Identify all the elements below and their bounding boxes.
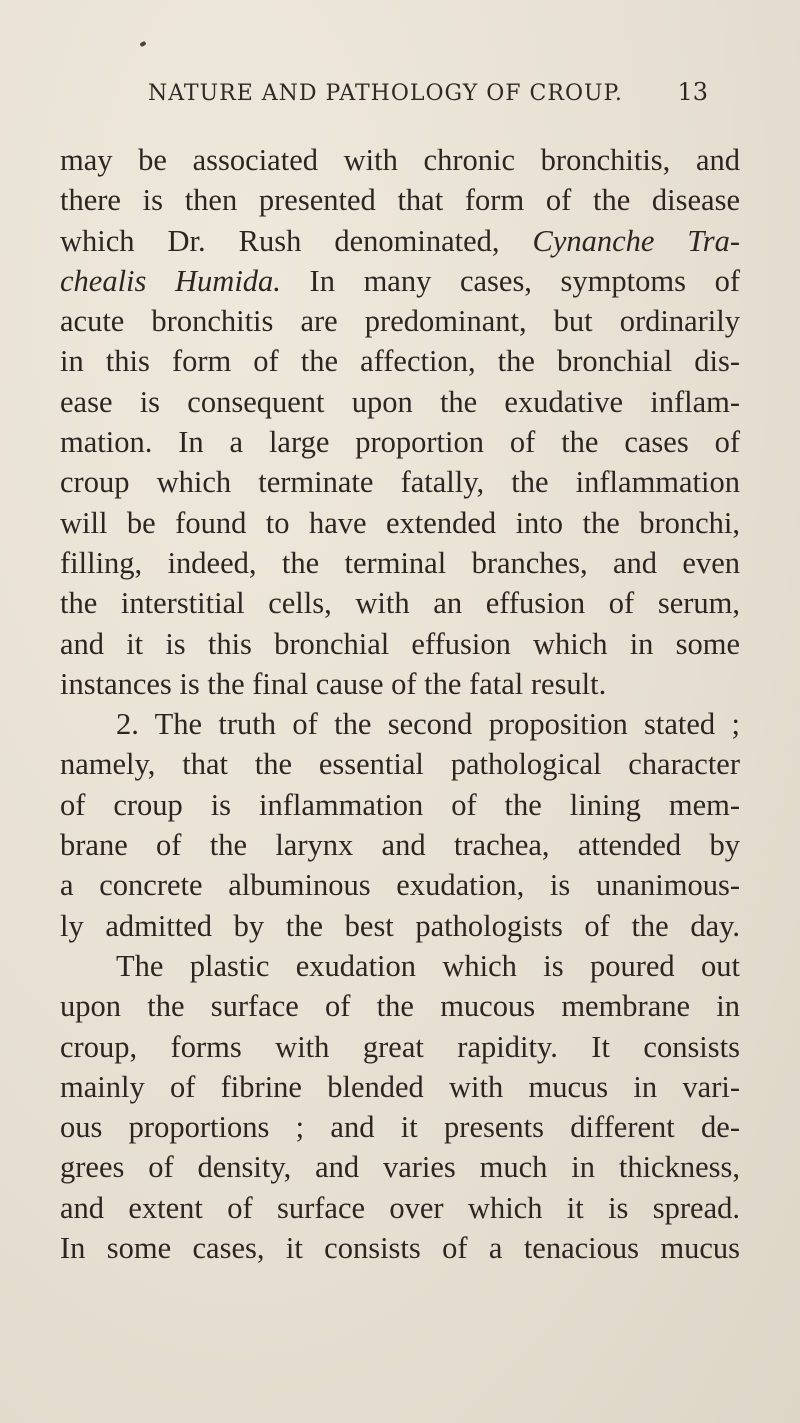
text-line: upon the surface of the mucous membrane in <box>60 989 740 1024</box>
text-line: brane of the larynx and trachea, attended by <box>60 828 740 863</box>
text-line: in this form of the affection, the bronchial dis- <box>60 344 740 379</box>
text-line: which Dr. Rush denominated, Cynanche Tra- <box>60 223 740 258</box>
text-line: mation. In a large proportion of the cases of <box>60 425 740 460</box>
text-line: ease is consequent upon the exudative inflam- <box>60 384 740 419</box>
text-line: acute bronchitis are predominant, but ordinarily <box>60 304 740 339</box>
text-line: namely, that the essential pathological character <box>60 747 740 782</box>
ink-speck <box>139 41 146 47</box>
text-line: In some cases, it consists of a tenacious mucus <box>60 1231 740 1266</box>
text-line-paragraph-end: instances is the final cause of the fatal result. <box>60 666 607 701</box>
running-title: NATURE AND PATHOLOGY OF CROUP. <box>148 81 623 106</box>
body-text <box>60 140 740 1268</box>
text-line-paragraph-start: 2. The truth of the second proposition stated ; <box>116 707 740 742</box>
text-line: ous proportions ; and it presents different de- <box>60 1110 740 1145</box>
text-line: croup which terminate fatally, the inflammation <box>60 465 740 500</box>
text-line: ly admitted by the best pathologists of the day. <box>60 908 740 943</box>
text-line: chealis Humida. In many cases, symptoms of <box>60 263 740 298</box>
text-line: a concrete albuminous exudation, is unanimous- <box>60 868 740 903</box>
running-header <box>148 78 708 118</box>
text-line: of croup is inflammation of the lining mem- <box>60 787 740 822</box>
text-line-paragraph-start: The plastic exudation which is poured out <box>116 948 740 983</box>
text-line: and it is this bronchial effusion which in some <box>60 626 740 661</box>
text-line: croup, forms with great rapidity. It consists <box>60 1029 740 1064</box>
text-line: there is then presented that form of the disease <box>60 183 740 218</box>
text-line: grees of density, and varies much in thickness, <box>60 1150 740 1185</box>
text-line: will be found to have extended into the bronchi, <box>60 505 740 540</box>
page-number: 13 <box>677 78 708 106</box>
text-line: mainly of fibrine blended with mucus in vari- <box>60 1069 740 1104</box>
text-line: may be associated with chronic bronchitis, and <box>60 143 740 177</box>
text-line: filling, indeed, the terminal branches, and even <box>60 545 740 580</box>
text-line: the interstitial cells, with an effusion of serum, <box>60 586 740 621</box>
text-line: and extent of surface over which it is spread. <box>60 1190 740 1225</box>
